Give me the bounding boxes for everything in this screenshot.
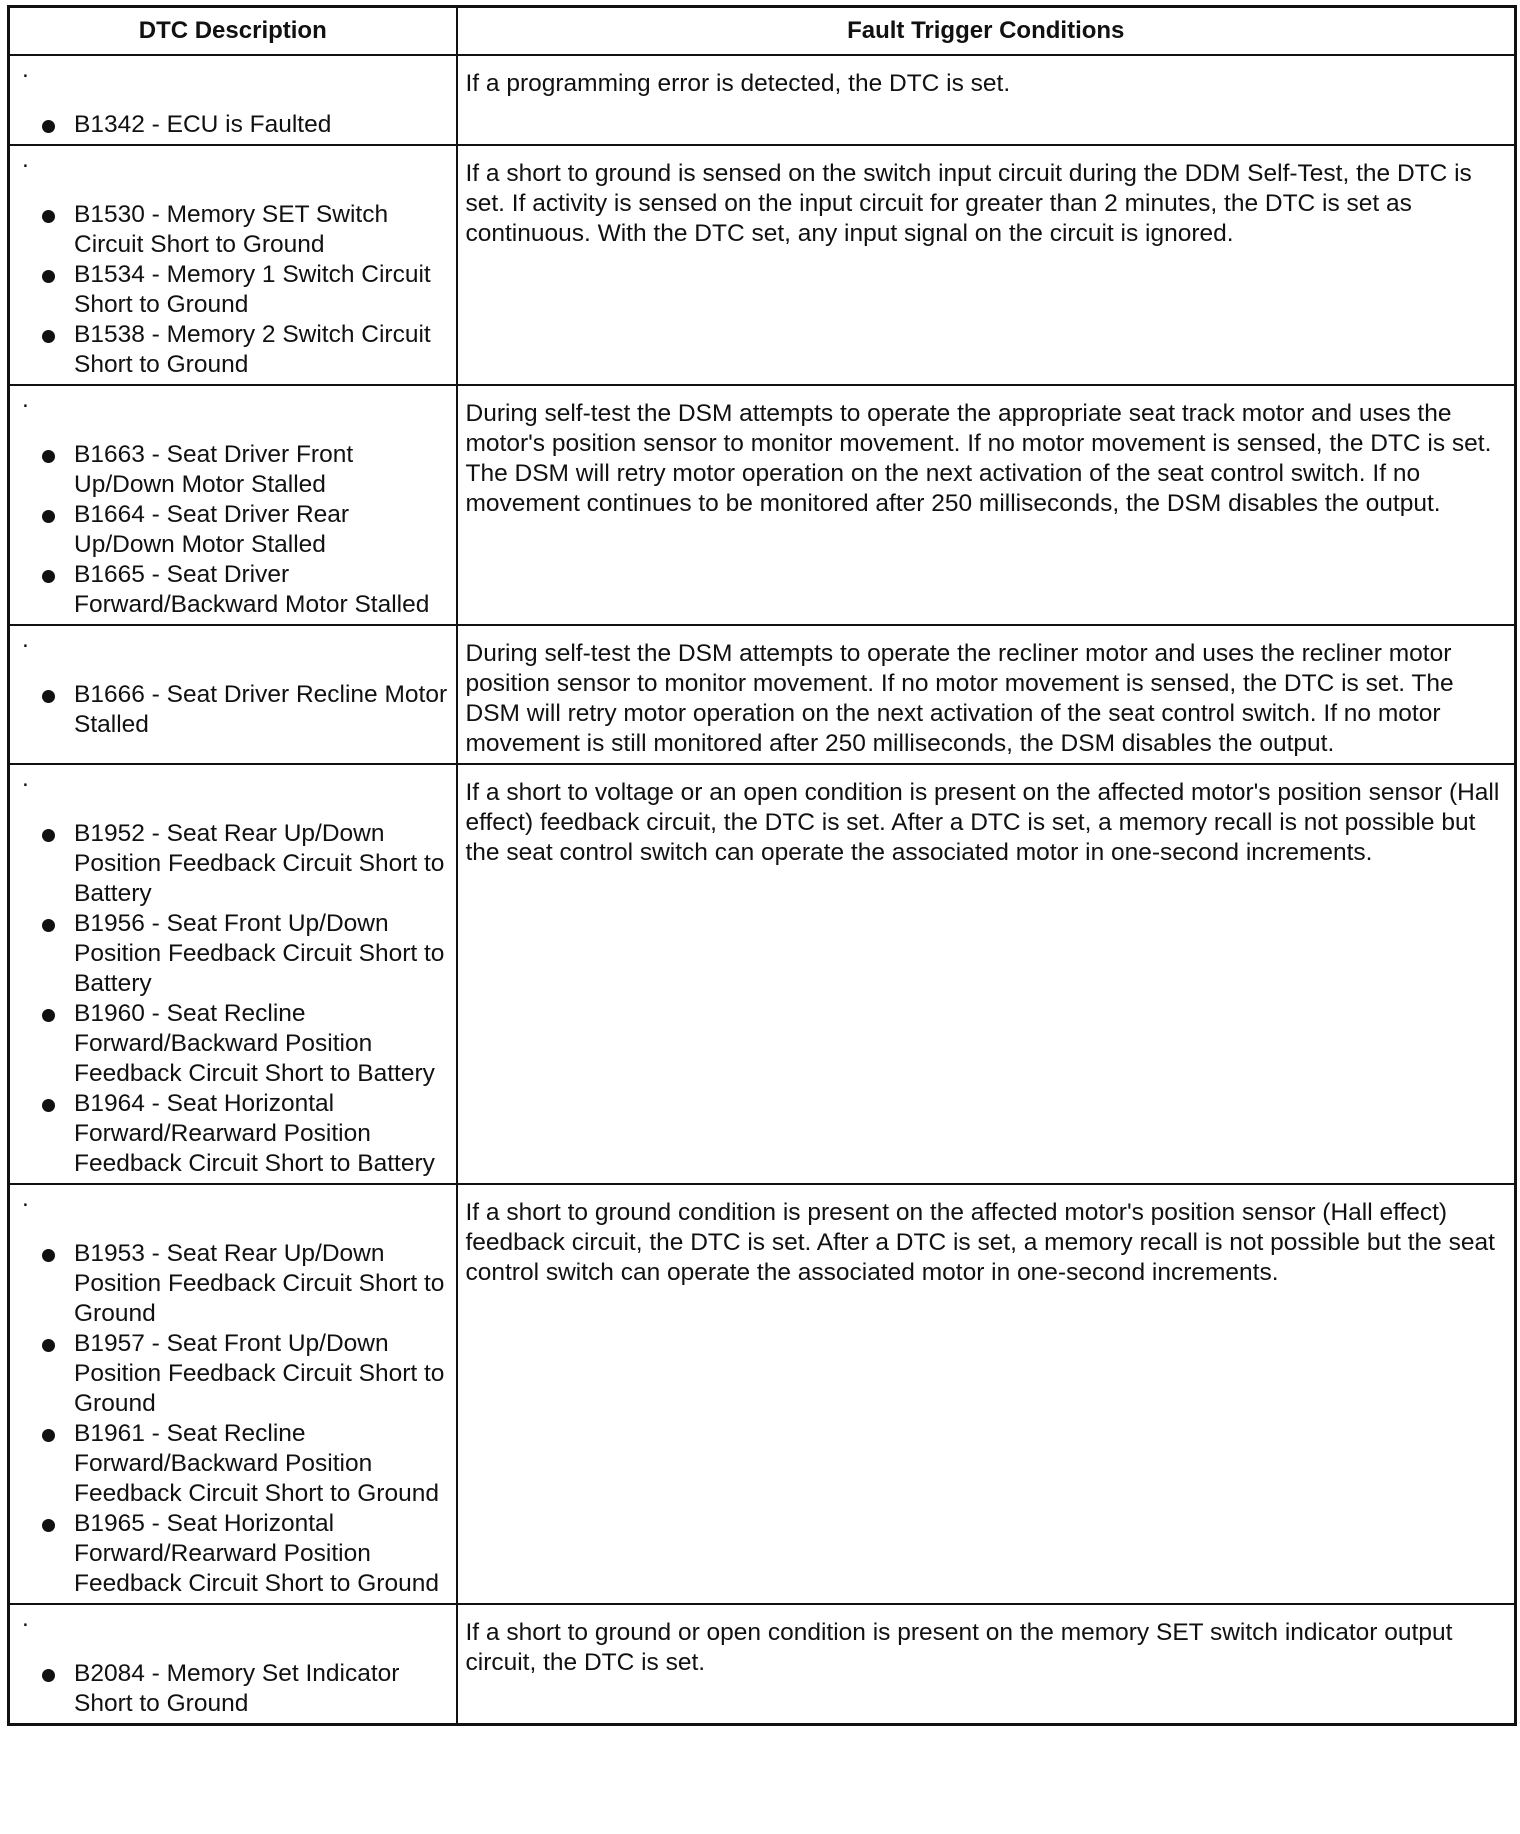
dtc-code-item: B1964 - Seat Horizontal Forward/Rearward Position Feedback Circuit Short to Battery <box>22 1089 448 1179</box>
dtc-code-list <box>22 1239 448 1599</box>
header-fault-trigger-conditions: Fault Trigger Conditions <box>457 7 1516 56</box>
dtc-code-item: B2084 - Memory Set Indicator Short to Ground <box>22 1659 448 1719</box>
dtc-description-cell <box>9 385 457 625</box>
dtc-code-item: B1342 - ECU is Faulted <box>22 110 448 140</box>
dtc-description-cell <box>9 55 457 145</box>
dtc-description-cell <box>9 145 457 385</box>
dtc-code-list <box>22 1659 448 1719</box>
table-row <box>9 1184 1516 1604</box>
fault-trigger-condition-cell: If a short to ground or open condition is present on the memory SET switch indicator output circuit, the DTC is set. <box>457 1604 1516 1725</box>
fault-trigger-condition-cell: If a programming error is detected, the DTC is set. <box>457 55 1516 145</box>
row-marker: . <box>22 56 29 83</box>
fault-trigger-condition-cell: If a short to ground is sensed on the switch input circuit during the DDM Self-Test, the DTC is set. If activity is sensed on the input circuit for greater than 2 minutes, the DTC is set as continuous. With the DTC set, any input signal on the circuit is ignored. <box>457 145 1516 385</box>
dtc-description-cell <box>9 764 457 1184</box>
row-marker: . <box>22 765 29 792</box>
dtc-code-item: B1953 - Seat Rear Up/Down Position Feedback Circuit Short to Ground <box>22 1239 448 1329</box>
dtc-table-body <box>9 55 1516 1725</box>
dtc-code-item: B1530 - Memory SET Switch Circuit Short to Ground <box>22 200 448 260</box>
row-marker: . <box>22 386 29 413</box>
table-row <box>9 764 1516 1184</box>
dtc-code-item: B1534 - Memory 1 Switch Circuit Short to Ground <box>22 260 448 320</box>
dtc-code-item: B1965 - Seat Horizontal Forward/Rearward Position Feedback Circuit Short to Ground <box>22 1509 448 1599</box>
dtc-description-cell <box>9 1604 457 1725</box>
dtc-code-list <box>22 200 448 380</box>
dtc-code-list <box>22 110 448 140</box>
dtc-code-item: B1960 - Seat Recline Forward/Backward Position Feedback Circuit Short to Battery <box>22 999 448 1089</box>
fault-trigger-condition-cell: If a short to ground condition is present on the affected motor's position sensor (Hall effect) feedback circuit, the DTC is set. After a DTC is set, a memory recall is not possible but the seat control switch can operate the associated motor in one-second increments. <box>457 1184 1516 1604</box>
table-row <box>9 1604 1516 1725</box>
dtc-code-item: B1952 - Seat Rear Up/Down Position Feedback Circuit Short to Battery <box>22 819 448 909</box>
dtc-code-item: B1663 - Seat Driver Front Up/Down Motor Stalled <box>22 440 448 500</box>
table-row <box>9 625 1516 764</box>
dtc-code-item: B1664 - Seat Driver Rear Up/Down Motor Stalled <box>22 500 448 560</box>
dtc-code-list <box>22 440 448 620</box>
dtc-code-list <box>22 819 448 1179</box>
table-row <box>9 55 1516 145</box>
dtc-code-item: B1957 - Seat Front Up/Down Position Feedback Circuit Short to Ground <box>22 1329 448 1419</box>
dtc-code-item: B1538 - Memory 2 Switch Circuit Short to Ground <box>22 320 448 380</box>
row-marker: . <box>22 1185 29 1212</box>
table-row <box>9 385 1516 625</box>
dtc-code-item: B1956 - Seat Front Up/Down Position Feedback Circuit Short to Battery <box>22 909 448 999</box>
row-marker: . <box>22 1605 29 1632</box>
row-marker: . <box>22 626 29 653</box>
dtc-table <box>7 5 1517 1726</box>
header-dtc-description: DTC Description <box>9 7 457 56</box>
dtc-code-item: B1665 - Seat Driver Forward/Backward Motor Stalled <box>22 560 448 620</box>
dtc-description-cell <box>9 625 457 764</box>
dtc-code-item: B1666 - Seat Driver Recline Motor Stalled <box>22 680 448 740</box>
dtc-description-cell <box>9 1184 457 1604</box>
fault-trigger-condition-cell: If a short to voltage or an open condition is present on the affected motor's position sensor (Hall effect) feedback circuit, the DTC is set. After a DTC is set, a memory recall is not possible but the seat control switch can operate the associated motor in one-second increments. <box>457 764 1516 1184</box>
table-row <box>9 145 1516 385</box>
fault-trigger-condition-cell: During self-test the DSM attempts to operate the recliner motor and uses the recliner motor position sensor to monitor movement. If no motor movement is sensed, the DTC is set. The DSM will retry motor operation on the next activation of the seat control switch. If no motor movement is still monitored after 250 milliseconds, the DSM disables the output. <box>457 625 1516 764</box>
dtc-code-item: B1961 - Seat Recline Forward/Backward Position Feedback Circuit Short to Ground <box>22 1419 448 1509</box>
fault-trigger-condition-cell: During self-test the DSM attempts to operate the appropriate seat track motor and uses the motor's position sensor to monitor movement. If no motor movement is sensed, the DTC is set. The DSM will retry motor operation on the next activation of the seat control switch. If no movement continues to be monitored after 250 milliseconds, the DSM disables the output. <box>457 385 1516 625</box>
dtc-code-list <box>22 680 448 740</box>
header-row <box>9 7 1516 56</box>
row-marker: . <box>22 146 29 173</box>
